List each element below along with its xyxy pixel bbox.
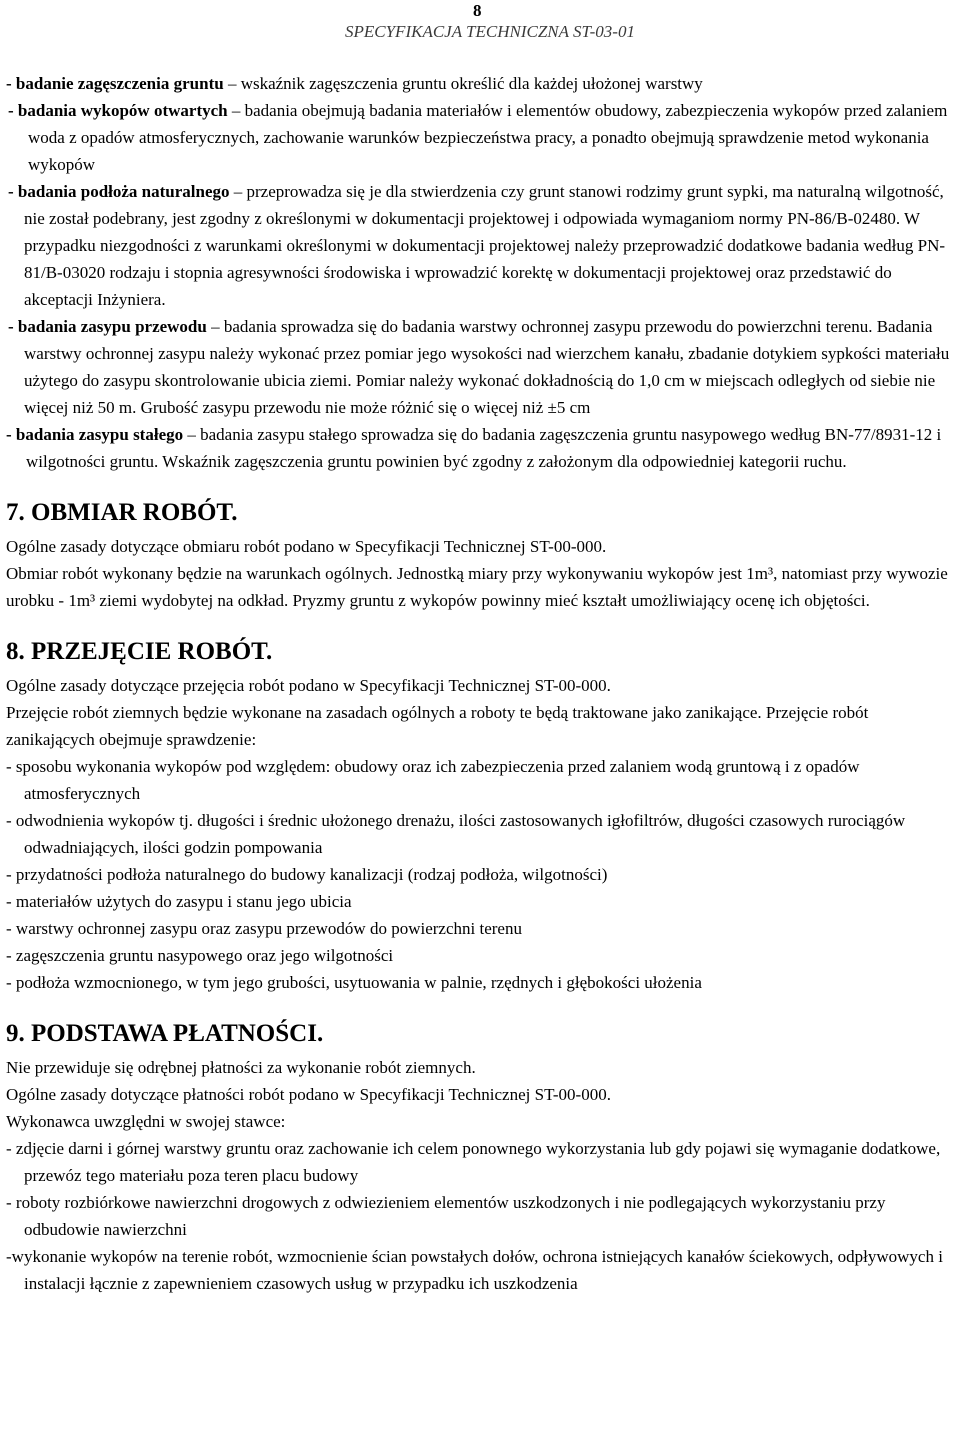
list-item: - podłoża wzmocnionego, w tym jego grubości, usytuowania w palnie, rzędnych i głębokości ułożenia <box>6 973 702 992</box>
document-body <box>6 70 956 1297</box>
section-heading: 9. PODSTAWA PŁATNOŚCI. <box>6 1020 324 1047</box>
test-term: - badanie zagęszczenia gruntu <box>6 74 224 93</box>
paragraph: Ogólne zasady dotyczące przejęcia robót podano w Specyfikacji Technicznej ST-00-000. <box>6 676 611 695</box>
test-text: – przeprowadza się je dla stwierdzenia czy grunt stanowi rodzimy grunt sypki, ma naturalną wilgotność, nie został podebrany, jest zgodny z określonymi w dokumentacji projektowej i odpowiada wymaganiom normy PN-86/B-02480. W przypadku niezgodności z warunkami określonymi w dokumentacji projektowej należy przeprowadzić dodatkowe badania według PN-81/B-03020 rodzaju i stopnia agresywności środowiska i wprowadzić korektę w dokumentacji projektowej oraz przedstawić do akceptacji Inżyniera. <box>24 182 946 309</box>
list-item: - roboty rozbiórkowe nawierzchni drogowych z odwiezieniem elementów uszkodzonych i nie podlegających wykorzystaniu przy odbudowie nawierzchni <box>6 1193 886 1239</box>
list-item: -wykonanie wykopów na terenie robót, wzmocnienie ścian powstałych dołów, ochrona istniejących kanałów ściekowych, odpływowych i instalacji łącznie z zapewnieniem czasowych usług w przypadku ich uszkodzenia <box>6 1247 943 1293</box>
paragraph: Wykonawca uwzględni w swojej stawce: <box>6 1112 286 1131</box>
test-text: – badania obejmują badania materiałów i elementów obudowy, zabezpieczenia wykopów przed zalaniem woda z opadów atmosferycznych, zachowanie warunków bezpieczeństwa pracy, a ponadto obejmują sprawdzenie metod wykonania wykopów <box>28 101 948 174</box>
test-term: - badania podłoża naturalnego <box>8 182 230 201</box>
spec-title: SPECYFIKACJA TECHNICZNA ST-03-01 <box>345 22 635 41</box>
test-item <box>6 178 956 313</box>
paragraph: Ogólne zasady dotyczące obmiaru robót podano w Specyfikacji Technicznej ST-00-000. <box>6 537 607 556</box>
test-term: - badania zasypu przewodu <box>8 317 207 336</box>
paragraph: Nie przewiduje się odrębnej płatności za wykonanie robót ziemnych. <box>6 1058 476 1077</box>
test-item <box>6 97 956 178</box>
list-item: - przydatności podłoża naturalnego do budowy kanalizacji (rodzaj podłoża, wilgotności) <box>6 865 608 884</box>
test-item <box>6 313 956 421</box>
test-term: - badania zasypu stałego <box>6 425 184 444</box>
test-text: – badania sprowadza się do badania warstwy ochronnej zasypu przewodu do powierzchni terenu. Badania warstwy ochronnej zasypu należy wykonać przez pomiar jego wysokości nad wierzchem kanału, zbadanie dotykiem sypkości materiału użytego do zasypu skontrolowanie ubicia ziemi. Pomiar należy wykonać dokładnością do 1,0 cm w miejscach odległych od siebie nie więcej niż 50 m. Grubość zasypu przewodu nie może różnić się o więcej niż ±5 cm <box>24 317 950 417</box>
test-text: – wskaźnik zagęszczenia gruntu określić dla każdej ułożonej warstwy <box>223 74 703 93</box>
section-7 <box>6 475 956 614</box>
list-item: - sposobu wykonania wykopów pod względem: obudowy oraz ich zabezpieczenia przed zalaniem wodą gruntową i z opadów atmosferycznych <box>6 757 860 803</box>
test-item <box>6 70 956 97</box>
test-term: - badania wykopów otwartych <box>8 101 228 120</box>
list-item: - odwodnienia wykopów tj. długości i średnic ułożonego drenażu, ilości zastosowanych igłofiltrów, długości czasowych rurociągów odwadniających, ilości godzin pompowania <box>6 811 906 857</box>
section-heading: 7. OBMIAR ROBÓT. <box>6 499 238 526</box>
test-text: – badania zasypu stałego sprowadza się do badania zagęszczenia gruntu nasypowego według BN-77/8931-12 i wilgotności gruntu. Wskaźnik zagęszczenia gruntu powinien być zgodny z założonym dla odpowiedniej kategorii ruchu. <box>26 425 942 471</box>
paragraph: Ogólne zasady dotyczące płatności robót podano w Specyfikacji Technicznej ST-00-000. <box>6 1085 611 1104</box>
list-item: - warstwy ochronnej zasypu oraz zasypu przewodów do powierzchni terenu <box>6 919 522 938</box>
list-item: - materiałów użytych do zasypu i stanu jego ubicia <box>6 892 352 911</box>
paragraph: Obmiar robót wykonany będzie na warunkach ogólnych. Jednostką miary przy wykonywaniu wykopów jest 1m³, natomiast przy wywozie urobku - 1m³ ziemi wydobytej na odkład. Pryzmy gruntu z wykopów powinny mieć kształt umożliwiający ocenę ich objętości. <box>6 564 948 610</box>
test-item <box>6 421 956 475</box>
section-8 <box>6 614 956 996</box>
tests-list <box>6 70 956 475</box>
section-9 <box>6 996 956 1297</box>
page-number: 8 <box>473 1 482 20</box>
list-item: - zagęszczenia gruntu nasypowego oraz jego wilgotności <box>6 946 394 965</box>
list-item: - zdjęcie darni i górnej warstwy gruntu oraz zachowanie ich celem ponownego wykorzystania lub gdy pojawi się wymaganie dodatkowe, przewóz tego materiału poza teren placu budowy <box>6 1139 941 1185</box>
section-heading: 8. PRZEJĘCIE ROBÓT. <box>6 638 273 665</box>
paragraph: Przejęcie robót ziemnych będzie wykonane na zasadach ogólnych a roboty te będą traktowane jako zanikające. Przejęcie robót zanikających obejmuje sprawdzenie: <box>6 703 869 749</box>
